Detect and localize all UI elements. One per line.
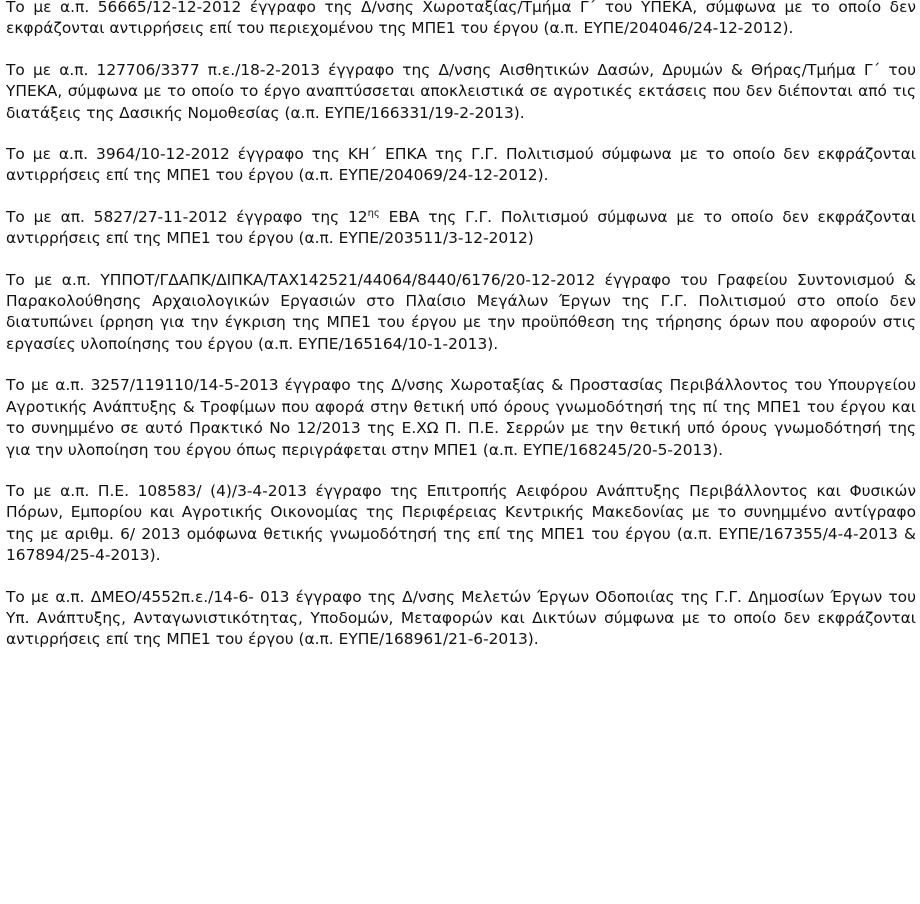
paragraph-4-text-after: ΕΒΑ της Γ.Γ. Πολιτισμού σύμφωνα με το οποίο δεν εκφράζονται αντιρρήσεις επί της ΜΠΕ1 του έργου (α.π. ΕΥΠΕ/203511/3-12-2012) <box>6 207 916 248</box>
paragraph-4-superscript: ης <box>367 207 380 219</box>
paragraph-7: Το με α.π. Π.Ε. 108583/ (4)/3-4-2013 έγγραφο της Επιτροπής Αειφόρου Ανάπτυξης Περιβάλλοντος και Φυσικών Πόρων, Εμπορίου και Αγροτικής Οικονομίας της Περιφέρειας Κεντρικής Μακεδονίας με το συνημμένο αντίγραφο της με αριθμ. 6/ 2013 ομόφωνα θετικής γνωμοδότησή της επί της ΜΠΕ1 του έργου (α.π. ΕΥΠΕ/167355/4-4-2013 & 167894/25-4-2013). <box>6 481 916 565</box>
paragraph-4-text-before: Το με απ. 5827/27-11-2012 έγγραφο της 12 <box>6 207 368 226</box>
paragraph-1: Το με α.π. 56665/12-12-2012 έγγραφο της Δ/νσης Χωροταξίας/Τμήμα Γ΄ του ΥΠΕΚΑ, σύμφωνα με το οποίο δεν εκφράζονται αντιρρήσεις επί του περιεχομένου της ΜΠΕ1 του έργου (α.π. ΕΥΠΕ/204046/24-12-2012). <box>6 0 916 38</box>
paragraph-8: Το με α.π. ΔΜΕΟ/4552π.ε./14-6- 013 έγγραφο της Δ/νσης Μελετών Έργων Οδοποιίας της Γ.Γ. Δημοσίων Έργων του Υπ. Ανάπτυξης, Ανταγωνιστικότητας, Υποδομών, Μεταφορών και Δικτύων σύμφωνα με το οποίο δεν εκφράζονται αντιρρήσεις επί της ΜΠΕ1 του έργου (α.π. ΕΥΠΕ/168961/21-6-2013). <box>6 587 916 649</box>
paragraph-5: Το με α.π. ΥΠΠΟΤ/ΓΔΑΠΚ/ΔΙΠΚΑ/ΤΑΧ142521/44064/8440/6176/20-12-2012 έγγραφο του Γραφείου Συντονισμού & Παρακολούθησης Αρχαιολογικών Εργασιών στο Πλαίσιο Μεγάλων Έργων της Γ.Γ. Πολιτισμού στο οποίο δεν διατυπώνει ίρρηση για την έγκριση της ΜΠΕ1 του έργου με την προϋπόθεση της τήρησης όρων που αφορούν στις εργασίες υλοποίησης του έργου (α.π. ΕΥΠΕ/165164/10-1-2013). <box>6 270 916 353</box>
paragraph-2: Το με α.π. 127706/3377 π.ε./18-2-2013 έγγραφο της Δ/νσης Αισθητικών Δασών, Δρυμών & Θήρας/Τμήμα Γ΄ του ΥΠΕΚΑ, σύμφωνα με το οποίο το έργο αναπτύσσεται αποκλειστικά σε αγροτικές εκτάσεις που δεν διέπονται από τις διατάξεις της Δασικής Νομοθεσίας (α.π. ΕΥΠΕ/166331/19-2-2013). <box>6 60 916 122</box>
paragraph-4 <box>6 207 916 250</box>
paragraph-6: Το με α.π. 3257/119110/14-5-2013 έγγραφο της Δ/νσης Χωροταξίας & Προστασίας Περιβάλλοντος του Υπουργείου Αγροτικής Ανάπτυξης & Τροφίμων που αφορά στην θετική υπό όρους γνωμοδότησή της πί της ΜΠΕ1 του έργου και το συνημμένο σε αυτό Πρακτικό Νο 12/2013 της Ε.ΧΩ Π. Π.Ε. Σερρών με την θετική υπό όρους γνωμοδότησή της για την υλοποίηση του έργου όπως περιγράφεται στην ΜΠΕ1 (α.π. ΕΥΠΕ/168245/20-5-2013). <box>6 376 916 459</box>
paragraph-3: Το με α.π. 3964/10-12-2012 έγγραφο της ΚΗ΄ ΕΠΚΑ της Γ.Γ. Πολιτισμού σύμφωνα με το οποίο δεν εκφράζονται αντιρρήσεις επί της ΜΠΕ1 του έργου (α.π. ΕΥΠΕ/204069/24-12-2012). <box>6 145 916 185</box>
